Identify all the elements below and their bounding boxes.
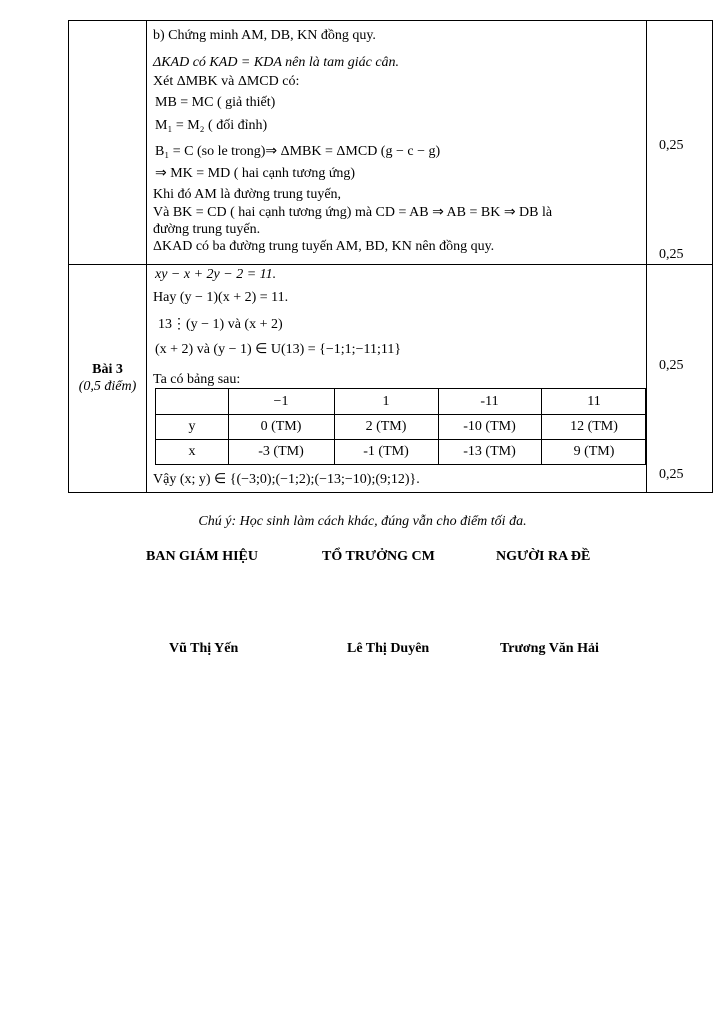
table-cell: -10 (TM)	[463, 419, 516, 434]
part-b-line-10: đường trung tuyến.	[153, 222, 261, 237]
part-b-line-6: B₁ = C (so le trong)⇒ ΔMBK = ΔMCD (g − c − g)	[155, 144, 441, 159]
signature-name-author: Trương Văn Hải	[500, 641, 599, 656]
part-b-line-4: MB = MC ( giả thiết)	[155, 95, 276, 110]
part-b-line-7: ⇒ MK = MD ( hai cạnh tương ứng)	[155, 166, 356, 181]
table-row-y	[156, 414, 645, 439]
table-cell: 0 (TM)	[260, 419, 302, 434]
part-b-line-5: M₁ = M₂ ( đối đỉnh)	[155, 118, 268, 133]
bai-3-line-4: (x + 2) và (y − 1) ∈ U(13) = {−1;1;−11;11}	[155, 342, 402, 357]
table-cell: −1	[273, 394, 289, 409]
table-cell: -3 (TM)	[258, 444, 304, 459]
value-table	[155, 388, 646, 465]
grading-note: Chú ý: Học sinh làm cách khác, đúng vẫn cho điểm tối đa.	[198, 514, 527, 529]
bai-3-line-1: xy − x + 2y − 2 = 11.	[155, 267, 277, 282]
table-row-x	[156, 439, 645, 464]
table-cell: -1 (TM)	[363, 444, 409, 459]
bai-3-points: (0,5 điểm)	[78, 379, 137, 394]
row-divider	[69, 264, 712, 265]
bai-3-line-5: Ta có bảng sau:	[153, 372, 241, 387]
table-cell: -13 (TM)	[463, 444, 516, 459]
part-b-line-3: Xét ΔMBK và ΔMCD có:	[153, 74, 300, 89]
table-cell: 1	[382, 394, 390, 409]
score-3: 0,25	[659, 358, 684, 373]
table-cell	[156, 389, 228, 414]
table-cell: -11	[480, 394, 499, 409]
answer-table	[68, 20, 713, 493]
part-b-line-9: Và BK = CD ( hai cạnh tương ứng) mà CD = AB ⇒ AB = BK ⇒ DB là	[153, 205, 553, 220]
part-b-line-11: ΔKAD có ba đường trung tuyến AM, BD, KN nên đồng quy.	[153, 239, 495, 254]
bai-3-title: Bài 3	[92, 362, 123, 377]
table-cell: 9 (TM)	[573, 444, 615, 459]
bai-3-conclusion: Vậy (x; y) ∈ {(−3;0);(−1;2);(−13;−10);(9;12)}.	[153, 472, 420, 487]
signature-name-principal: Vũ Thị Yến	[169, 641, 239, 656]
score-4: 0,25	[659, 467, 684, 482]
table-cell: x	[188, 444, 196, 459]
table-row-header	[156, 389, 645, 414]
part-b-line-2: ΔKAD có KAD = KDA nên là tam giác cân.	[153, 55, 400, 70]
table-cell: y	[188, 419, 196, 434]
bai-3-line-2: Hay (y − 1)(x + 2) = 11.	[153, 290, 289, 305]
signature-name-head: Lê Thị Duyên	[347, 641, 430, 656]
part-b-line-1: b) Chứng minh AM, DB, KN đồng quy.	[153, 28, 376, 43]
signature-role-author: NGƯỜI RA ĐỀ	[496, 549, 591, 564]
score-1: 0,25	[659, 138, 684, 153]
column-divider-1	[146, 21, 147, 492]
signature-role-head: TỔ TRƯỞNG CM	[322, 549, 435, 564]
bai-3-line-3: 13⋮(y − 1) và (x + 2)	[158, 317, 283, 332]
table-cell: 12 (TM)	[570, 419, 618, 434]
score-2: 0,25	[659, 247, 684, 262]
part-b-line-8: Khi đó AM là đường trung tuyến,	[153, 187, 342, 202]
table-cell: 2 (TM)	[365, 419, 407, 434]
signature-role-principal: BAN GIÁM HIỆU	[146, 549, 259, 564]
table-cell: 11	[587, 394, 601, 409]
